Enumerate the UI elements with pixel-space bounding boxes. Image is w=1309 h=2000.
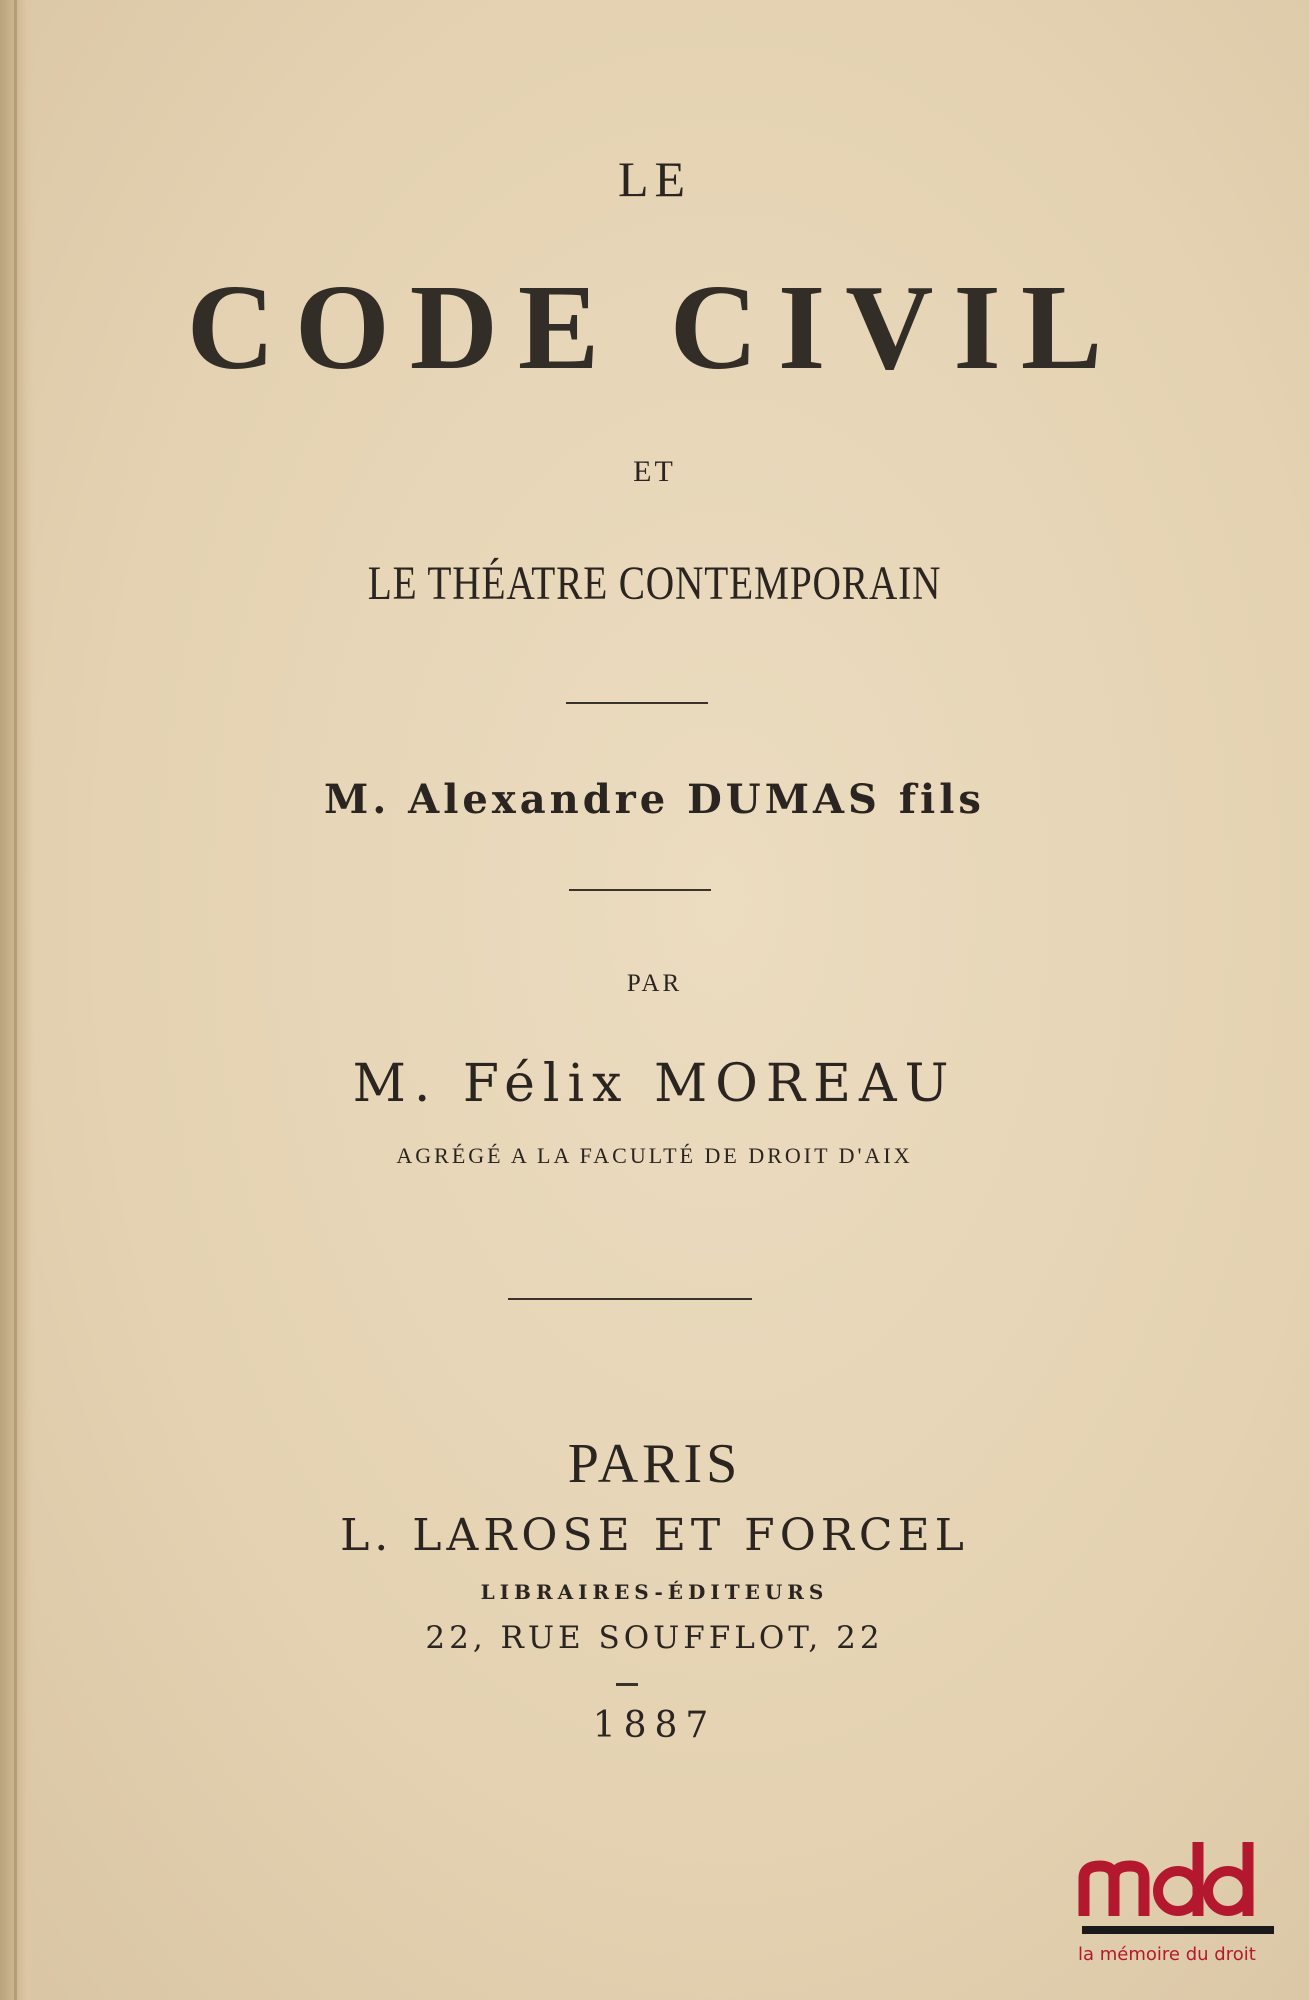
publication-year: 1887 — [592, 1705, 717, 1746]
divider-rule — [566, 702, 708, 704]
mdd-logo — [1078, 1828, 1278, 1978]
imprint-publisher: L. LAROSE ET FORCEL — [340, 1510, 969, 1561]
author-name: M. Félix MOREAU — [352, 1054, 957, 1114]
divider-dash — [616, 1683, 638, 1686]
mdd-logo-icon — [1078, 1828, 1278, 1938]
imprint-address: 22, RUE SOUFFLOT, 22 — [425, 1620, 884, 1656]
title-conjunction: ET — [633, 455, 676, 488]
by-label: PAR — [626, 970, 683, 997]
imprint-city: PARIS — [567, 1433, 742, 1495]
main-title: CODE CIVIL — [186, 260, 1123, 395]
divider-rule — [569, 889, 711, 891]
imprint-publisher-role: LIBRAIRES-ÉDITEURS — [480, 1580, 829, 1604]
title-article: LE — [617, 151, 692, 207]
author-affiliation: AGRÉGÉ A LA FACULTÉ DE DROIT D'AIX — [396, 1143, 913, 1168]
subtitle: LE THÉATRE CONTEMPORAIN — [367, 557, 942, 610]
divider-rule — [508, 1298, 752, 1300]
logo-caption: la mémoire du droit — [1078, 1944, 1256, 1965]
subject-name: M. Alexandre DUMAS fils — [324, 776, 985, 823]
